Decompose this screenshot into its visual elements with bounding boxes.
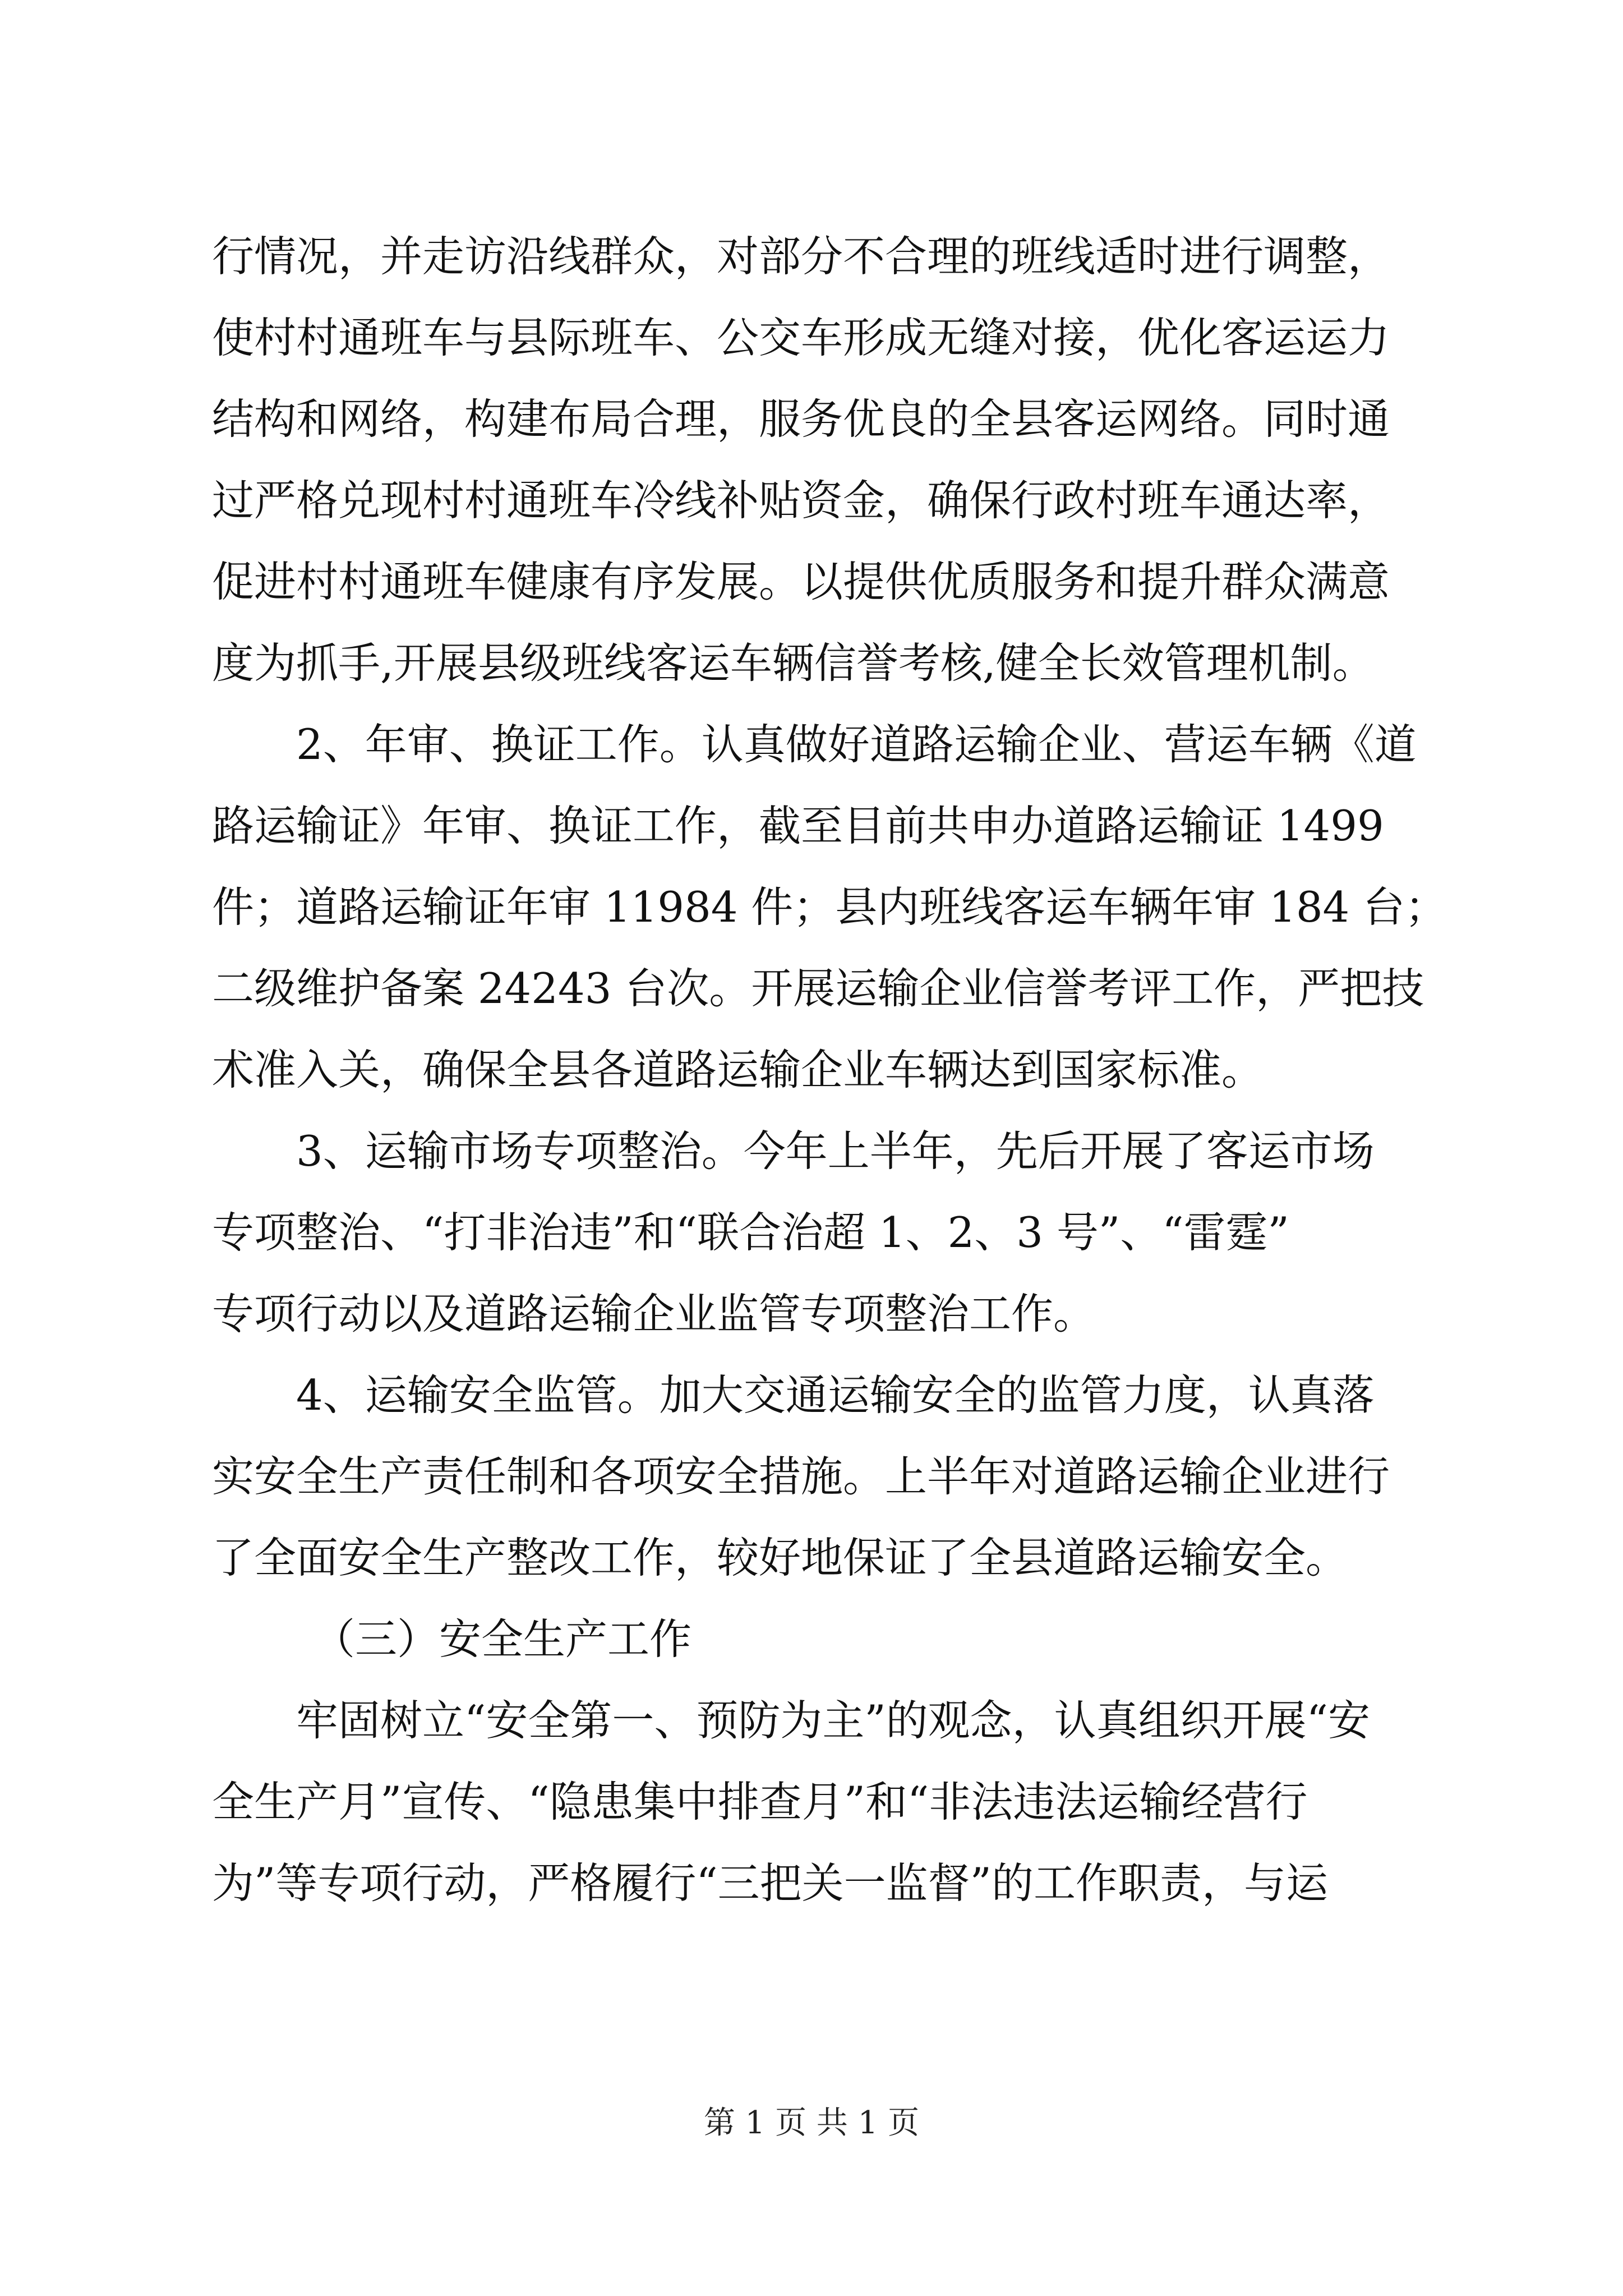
text-line: 行情况，并走访沿线群众，对部分不合理的班线适时进行调整， (212, 232, 1390, 281)
text-line: 全生产月”宣传、“隐患集中排查月”和“非法违法运输经营行 (212, 1777, 1308, 1826)
section-heading: （三）安全生产工作 (313, 1614, 692, 1664)
text-line: 使村村通班车与县际班车、公交车形成无缝对接，优化客运运力 (212, 313, 1390, 362)
text-line: 促进村村通班车健康有序发展。以提供优质服务和提升群众满意 (212, 557, 1390, 606)
text-line: 了全面安全生产整改工作，较好地保证了全县道路运输安全。 (212, 1533, 1348, 1582)
document-body (212, 216, 1447, 1924)
text-line: 2、年审、换证工作。认真做好道路运输企业、营运车辆《道 (296, 720, 1417, 769)
text-line: 为”等专项行动，严格履行“三把关一监督”的工作职责，与运 (212, 1858, 1329, 1908)
text-line: 术准入关，确保全县各道路运输企业车辆达到国家标准。 (212, 1045, 1264, 1094)
text-line: 度为抓手,开展县级班线客运车辆信誉考核,健全长效管理机制。 (212, 638, 1375, 688)
page-footer: 第 1 页 共 1 页 (703, 2105, 920, 2141)
text-line: 4、运输安全监管。加大交通运输安全的监管力度，认真落 (296, 1370, 1375, 1420)
text-line: 路运输证》年审、换证工作，截至目前共申办道路运输证 1499 (212, 801, 1384, 850)
text-line: 二级维护备案 24243 台次。开展运输企业信誉考评工作，严把技 (212, 964, 1424, 1013)
text-line: 牢固树立“安全第一、预防为主”的观念，认真组织开展“安 (296, 1696, 1371, 1745)
text-line: 专项行动以及道路运输企业监管专项整治工作。 (212, 1289, 1096, 1338)
text-line: 3、运输市场专项整治。今年上半年，先后开展了客运市场 (296, 1126, 1375, 1176)
text-line: 实安全生产责任制和各项安全措施。上半年对道路运输企业进行 (212, 1452, 1390, 1501)
text-line: 专项整治、“打非治违”和“联合治超 1、2、3 号”、“雷霆” (212, 1208, 1289, 1257)
text-line: 过严格兑现村村通班车冷线补贴资金，确保行政村班车通达率， (212, 476, 1390, 525)
text-line: 结构和网络，构建布局合理，服务优良的全县客运网络。同时通 (212, 394, 1390, 444)
text-line: 件；道路运输证年审 11984 件；县内班线客运车辆年审 184 台； (212, 882, 1447, 932)
